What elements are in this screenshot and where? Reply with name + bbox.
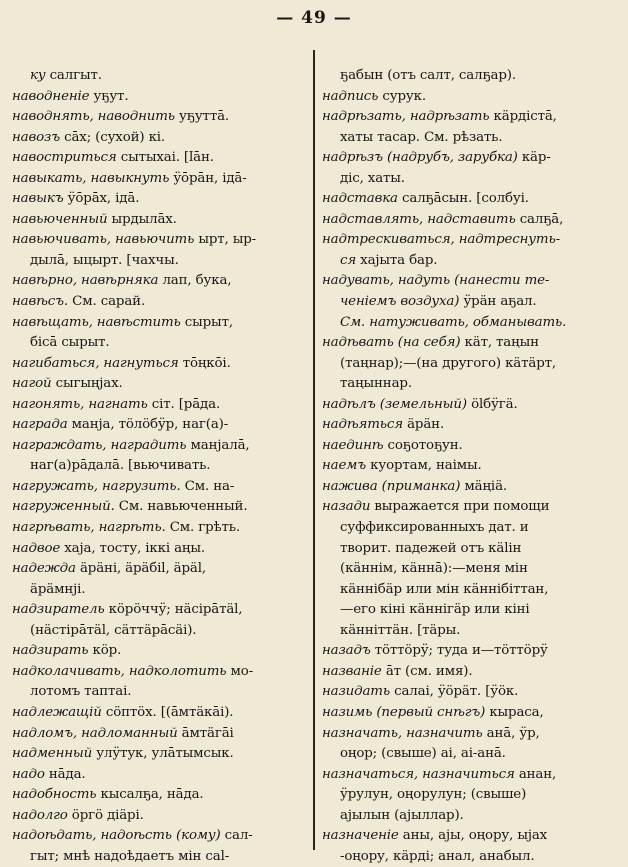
dictionary-line — [322, 415, 620, 436]
dictionary-line — [12, 271, 308, 292]
dictionary-line — [12, 724, 308, 745]
entry-translation: ҕабын (отъ салт, салҕар). — [340, 68, 516, 83]
entry-translation: ӱрулун, оңорулун; (свыше) — [340, 787, 527, 803]
dictionary-line — [322, 292, 620, 313]
entry-headword: надоѣдать, надоѣсть (кому) — [12, 828, 221, 844]
entry-translation: ајылын (ајыллар). — [340, 807, 464, 823]
entry-translation: сырыт, — [180, 314, 233, 330]
entry-headword: назадъ — [322, 643, 371, 659]
dictionary-line — [12, 230, 308, 251]
entry-headword: ченіемъ воздуха) — [340, 294, 460, 310]
dictionary-line — [12, 806, 308, 827]
entry-translation: См. навьюченный. — [114, 499, 248, 515]
dictionary-line — [12, 354, 308, 375]
entry-translation: бісā сырыт. — [30, 335, 110, 351]
entry-headword: навозъ — [12, 129, 60, 145]
entry-headword: наводнять, наводнить — [12, 109, 175, 125]
entry-headword: надзиратель — [12, 602, 105, 618]
entry-headword: надтрескиваться, надтреснуть- — [322, 232, 560, 248]
entry-translation: тōңкōі. — [178, 355, 231, 371]
dictionary-line — [12, 477, 308, 498]
entry-translation: См. на- — [180, 478, 235, 494]
entry-headword: надѣлъ (земельный) — [322, 396, 467, 412]
dictionary-line — [322, 374, 620, 395]
entry-translation: салгыт. — [45, 68, 102, 83]
entry-translation: ӱрäн аҕал. — [459, 294, 537, 310]
entry-translation: сіт. [рāда. — [147, 396, 221, 412]
dictionary-line — [12, 333, 308, 354]
dictionary-line — [322, 271, 620, 292]
dictionary-line — [322, 87, 620, 108]
entry-headword: надвое — [12, 540, 61, 556]
entry-headword: надувать, надуть (нанести те- — [322, 273, 550, 289]
entry-headword: надобность — [12, 787, 97, 803]
entry-headword: ся — [340, 252, 357, 268]
dictionary-line — [322, 148, 620, 169]
dictionary-line — [12, 518, 308, 539]
entry-translation: творит. падежей отъ кälін — [340, 540, 522, 556]
dictionary-line — [322, 251, 620, 272]
entry-translation: кöр. — [88, 643, 122, 659]
entry-translation: салҕāсын. [солбуі. — [397, 191, 529, 207]
entry-headword: надпись — [322, 88, 379, 104]
entry-translation: дылā, ыцырт. [чахчы. — [30, 252, 179, 268]
entry-translation: кäннібäр или мін кäннібіттан, — [340, 581, 549, 597]
dictionary-line — [12, 765, 308, 786]
entry-translation: аны, ајы, оңору, ыјах — [398, 828, 548, 844]
entry-translation: уҕут. — [89, 88, 129, 104]
entry-headword: навьюченный — [12, 211, 108, 227]
dictionary-line — [12, 107, 308, 128]
entry-translation: манјалā, — [186, 437, 250, 453]
left-column — [12, 66, 308, 867]
dictionary-line — [12, 456, 308, 477]
entry-translation: соҕотоҕун. — [383, 437, 463, 453]
dictionary-line — [12, 744, 308, 765]
dictionary-line — [12, 497, 308, 518]
entry-translation: кäт, таңын — [460, 335, 539, 351]
entry-headword: надломъ, надломанный — [12, 725, 178, 741]
entry-headword: нагой — [12, 376, 52, 392]
entry-headword: награда — [12, 417, 68, 433]
dictionary-line — [322, 354, 620, 375]
entry-headword: См. натуживать, обманывать. — [340, 314, 567, 330]
entry-headword: наемъ — [322, 458, 367, 474]
dictionary-line — [322, 765, 620, 786]
dictionary-line — [322, 662, 620, 683]
dictionary-line — [322, 806, 620, 827]
entry-translation: хаја, тосту, іккі аңы. — [60, 540, 205, 556]
entry-translation: діс, хаты. — [340, 170, 405, 186]
entry-headword: нагрѣвать, нагрѣть. — [12, 520, 166, 536]
entry-translation: хајыта бар. — [356, 252, 438, 268]
entry-headword: навѣсъ. — [12, 294, 69, 310]
dictionary-line — [12, 436, 308, 457]
dictionary-line — [12, 621, 308, 642]
entry-translation: хаты тасар. См. рѣзать. — [340, 129, 503, 145]
right-column — [322, 66, 620, 867]
entry-translation: кäнніттäн. [тäры. — [340, 622, 461, 638]
dictionary-line — [12, 662, 308, 683]
entry-translation: гыт; мнѣ надоѣдаетъ мін саl- — [30, 848, 230, 864]
dictionary-line — [322, 313, 620, 334]
dictionary-line — [322, 682, 620, 703]
dictionary-line — [12, 415, 308, 436]
entry-headword: надѣвать (на себя) — [322, 335, 461, 351]
entry-headword: навыкъ — [12, 191, 64, 207]
dictionary-line — [322, 600, 620, 621]
dictionary-line — [12, 148, 308, 169]
entry-translation: äрäмнјі. — [30, 581, 86, 597]
dictionary-line — [322, 724, 620, 745]
entry-translation: ӱōрāх, ідā. — [63, 191, 140, 207]
column-divider — [313, 50, 315, 850]
dictionary-line — [12, 539, 308, 560]
dictionary-line — [322, 333, 620, 354]
entry-translation: оңор; (свыше) аі, аі-анā. — [340, 746, 506, 762]
entry-translation: кыраса, — [485, 704, 544, 720]
page-number: — 49 — — [276, 8, 352, 28]
entry-headword: надколачивать, надколотить — [12, 663, 227, 679]
entry-translation: ырт, ыр- — [194, 232, 257, 248]
dictionary-line — [12, 128, 308, 149]
entry-headword: надменный — [12, 746, 93, 762]
dictionary-line — [12, 641, 308, 662]
entry-translation: мäңіä. — [460, 478, 508, 494]
entry-headword: надлежащій — [12, 704, 102, 720]
dictionary-line — [322, 230, 620, 251]
entry-headword: наводненіе — [12, 88, 90, 104]
dictionary-line — [322, 703, 620, 724]
entry-translation: äрäн. — [402, 417, 445, 433]
entry-translation: сöптöх. [(āмтäкāі). — [101, 704, 234, 720]
entry-translation: сыгыңјах. — [51, 376, 123, 392]
dictionary-line — [12, 210, 308, 231]
entry-translation: ölбӱгä. — [466, 396, 518, 412]
entry-headword: назади — [322, 499, 371, 515]
dictionary-line — [12, 66, 308, 87]
dictionary-line — [12, 826, 308, 847]
dictionary-line — [12, 292, 308, 313]
entry-translation: ырдылāх. — [107, 211, 177, 227]
entry-headword: надрѣзъ (надрубъ, зарубка) — [322, 150, 518, 166]
entry-headword: нагружать, нагрузить. — [12, 478, 181, 494]
entry-headword: навостриться — [12, 150, 117, 166]
dictionary-line — [322, 621, 620, 642]
entry-headword: надѣяться — [322, 417, 403, 433]
entry-translation: кысалҕа, нāда. — [96, 787, 204, 803]
entry-translation: куортам, наімы. — [366, 458, 482, 474]
entry-headword: надо — [12, 766, 45, 782]
dictionary-line — [322, 826, 620, 847]
entry-translation: сāх; (сухой) кі. — [60, 129, 166, 145]
entry-translation: суффиксированныхъ дат. и — [340, 520, 529, 536]
dictionary-line — [322, 518, 620, 539]
entry-translation: (таңнар);—(на другого) кäтäрт, — [340, 355, 557, 371]
entry-translation: -оңору, кäрді; анал, анабыл. — [340, 848, 535, 864]
dictionary-line — [322, 66, 620, 87]
dictionary-line — [12, 703, 308, 724]
entry-headword: назимь (первый снѣгъ) — [322, 704, 486, 720]
entry-translation: салҕā, — [515, 211, 564, 227]
dictionary-line — [12, 87, 308, 108]
dictionary-line — [12, 251, 308, 272]
entry-translation: (кäннім, кäннā):—меня мін — [340, 561, 528, 577]
entry-translation: сурук. — [378, 88, 426, 104]
dictionary-line — [322, 641, 620, 662]
entry-translation: кöрöччӱ; нäсірāтäl, — [104, 602, 243, 618]
entry-translation: äрäні, äрäбіl, äрäl, — [75, 561, 206, 577]
dictionary-line — [322, 559, 620, 580]
dictionary-line — [322, 189, 620, 210]
entry-translation: мо- — [226, 663, 254, 679]
dictionary-line — [12, 169, 308, 190]
entry-translation: āт (см. имя). — [381, 663, 473, 679]
dictionary-line — [12, 600, 308, 621]
entry-headword: надзирать — [12, 643, 89, 659]
dictionary-line — [322, 744, 620, 765]
dictionary-line — [322, 210, 620, 231]
entry-translation: См. сарай. — [68, 294, 146, 310]
dictionary-line — [322, 456, 620, 477]
entry-translation: ӱōрāн, ідā- — [169, 170, 247, 186]
entry-translation: кäр- — [517, 150, 551, 166]
entry-headword: наживa (приманка) — [322, 478, 461, 494]
entry-translation: таңыннар. — [340, 376, 412, 392]
dictionary-line — [12, 374, 308, 395]
entry-headword: нагруженный. — [12, 499, 115, 515]
dictionary-line — [322, 785, 620, 806]
entry-translation: —его кіні кäннігäр или кіні — [340, 602, 530, 618]
entry-translation: лап, бука, — [158, 273, 232, 289]
entry-translation: сал- — [220, 828, 253, 844]
entry-translation: салаі, ӱöрäт. [ӱöк. — [390, 684, 519, 700]
dictionary-line — [322, 107, 620, 128]
dictionary-line — [322, 580, 620, 601]
entry-headword: нагибаться, нагнуться — [12, 355, 179, 371]
entry-headword: нагонять, нагнать — [12, 396, 148, 412]
entry-headword: надрѣзать, надрѣзать — [322, 109, 490, 125]
entry-translation: уҕуттā. — [174, 109, 230, 125]
dictionary-line — [322, 395, 620, 416]
entry-headword: награждать, наградить — [12, 437, 187, 453]
entry-headword: надставлять, надставить — [322, 211, 516, 227]
entry-translation: (нäстірāтäl, сäттäрāсäі). — [30, 622, 197, 638]
dictionary-line — [12, 785, 308, 806]
entry-headword: навѣрно, навѣрняка — [12, 273, 159, 289]
dictionary-line — [322, 539, 620, 560]
entry-translation: анан, — [514, 766, 557, 782]
dictionary-line — [322, 497, 620, 518]
entry-headword: навьючивать, навьючить — [12, 232, 195, 248]
entry-headword: навыкать, навыкнуть — [12, 170, 170, 186]
entry-translation: выражается при помощи — [370, 499, 550, 515]
entry-translation: наг(а)рāдалā. [вьючивать. — [30, 458, 211, 474]
dictionary-line — [12, 395, 308, 416]
entry-translation: улӱтук, улāтымсык. — [92, 746, 234, 762]
dictionary-line — [12, 189, 308, 210]
dictionary-line — [12, 559, 308, 580]
entry-headword: назначать, назначить — [322, 725, 483, 741]
entry-headword: надолго — [12, 807, 68, 823]
dictionary-line — [322, 436, 620, 457]
entry-headword: навѣщать, навѣстить — [12, 314, 181, 330]
entry-translation: āмтäгāі — [177, 725, 234, 741]
entry-headword: наединѣ — [322, 437, 384, 453]
dictionary-line — [322, 477, 620, 498]
entry-headword: названіе — [322, 663, 382, 679]
dictionary-line — [12, 313, 308, 334]
dictionary-line — [322, 847, 620, 867]
dictionary-line — [322, 128, 620, 149]
entry-headword: надставка — [322, 191, 398, 207]
entry-translation: тöттöрӱ; туда и—тöттöрӱ — [370, 643, 548, 659]
entry-headword: назначаться, назначиться — [322, 766, 515, 782]
entry-translation: öргö діäрі. — [67, 807, 144, 823]
entry-translation: нāда. — [44, 766, 86, 782]
entry-headword: ку — [30, 68, 46, 83]
entry-headword: назначеніе — [322, 828, 399, 844]
entry-translation: анā, ӱр, — [482, 725, 540, 741]
dictionary-line — [322, 169, 620, 190]
entry-translation: См. грѣть. — [165, 520, 240, 536]
dictionary-line — [12, 847, 308, 867]
entry-translation: сытыхаі. [ӏāн. — [116, 150, 214, 166]
dictionary-line — [12, 682, 308, 703]
entry-translation: манја, тöлöбӱр, наг(а)- — [67, 417, 229, 433]
entry-headword: назидать — [322, 684, 390, 700]
entry-translation: лотомъ таптаі. — [30, 684, 132, 700]
entry-translation: кäрдістā, — [489, 109, 557, 125]
dictionary-line — [12, 580, 308, 601]
entry-headword: надежда — [12, 561, 76, 577]
